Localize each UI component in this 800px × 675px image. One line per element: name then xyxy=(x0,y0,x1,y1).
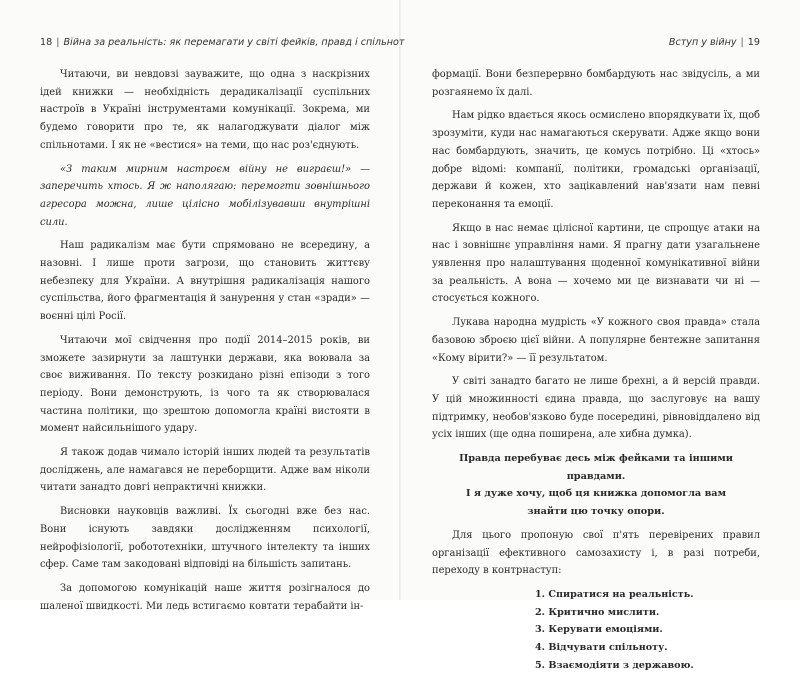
rules-list xyxy=(432,586,760,675)
emphasis-line: Правда перебуває десь між фейками та іншими правдами. xyxy=(459,453,733,482)
quote-italic: «З таким мирним настроєм війну не виграєш!» — заперечить хтось. Я ж наполягаю: перемогти зовнішнього агресора можна, лише цілісно мобілізувавши внутрішні сили. xyxy=(40,163,370,228)
paragraph: Наш радикалізм має бути спрямовано не всередину, а назовні. І лише проти загрози, що становить життєву небезпеку для України. А внутрішня радикалізація нашого суспільства, його фрагментація й занурення у стан «зради» — воєнні цілі Росії. xyxy=(40,240,370,323)
paragraph: Висновки науковців важливі. Їх сьогодні вже без нас. Вони існують завдяки дослідженням психології, нейрофізіології, робототехніки, штучного інтелекту та інших сфер. Саме там закодовані відповіді на більшість запитань. xyxy=(40,506,370,571)
paragraph: Якщо в нас немає цілісної картини, це спрощує атаки на нас і зовнішнє управління нами. Я прагну дати узагальнене уявлення про налаштування щоденної комунікативної війни за реальність. А вона — хочемо ми це визнавати чи ні — стосується кожного. xyxy=(432,222,760,305)
paragraph: Читаючи мої свідчення про події 2014–2015 років, ви зможете зазирнути за лаштунки держави, яка воювала за своє виживання. По тексту розкидано різні епізоди з того періоду. Вони демонструють, із чого та як створювалася частина політики, що зрештою допомогла країні вистояти в момент найсильнішого удару. xyxy=(40,334,370,435)
rule-item: 4. Відчувати спільноту. xyxy=(535,642,668,654)
right-page-number: 19 xyxy=(747,37,760,48)
emphasis-block xyxy=(432,450,760,521)
running-head-separator: | xyxy=(740,37,744,48)
paragraph: Для цього пропоную свої п'ять перевірених правил організації ефективного самозахисту і, в разі потреби, переходу в контрнаступ: xyxy=(432,529,760,577)
emphasis-line: І я дуже хочу, щоб ця книжка допомогла вам xyxy=(465,488,727,500)
rule-item: 3. Керувати емоціями. xyxy=(535,624,663,636)
rule-item: 5. Взаємодіяти з державою. xyxy=(535,659,694,671)
paragraph: За допомогою комунікацій наше життя розігналося до шаленої швидкості. Ми ледь встигаємо ковтати терабайти ін- xyxy=(40,582,370,612)
paragraph xyxy=(40,161,370,232)
paragraph: Читаючи, ви невдовзі зауважите, що одна з наскрізних ідей книжки — необхідність дерадикалізації суспільних настроїв в Україні інструментами комунікації. Зокрема, ми будемо говорити про те, як налагоджувати діалог між спільнотами. І як не «вестися» на теми, що нас роз'єднують. xyxy=(40,69,370,151)
left-body-text xyxy=(40,66,370,621)
paragraph: Лукава народна мудрість «У кожного своя правда» стала базовою зброєю цієї війни. А популярне бентежне запитання «Кому вірити?» — її результатом. xyxy=(432,317,760,364)
right-running-head xyxy=(669,37,760,48)
rule-item: 2. Критично мислити. xyxy=(535,606,660,618)
left-running-head xyxy=(40,37,404,48)
left-page xyxy=(0,0,405,612)
paragraph: Нам рідко вдається якось осмислено впорядкувати їх, щоб зрозуміти, куди нас намагаються скерувати. Адже якщо вони нас бомбардують, значить, це комусь потрібно. Ці «хтось» добре відомі: компанії, політики, громадські організації, держави й кожен, хто зацікавлений нав'язати нам певні переконання та емоції. xyxy=(432,110,760,210)
rule-item: 1. Спиратися на реальність. xyxy=(535,588,694,600)
running-head-separator: | xyxy=(56,37,60,48)
right-running-title: Вступ у війну xyxy=(668,37,737,48)
paragraph: формації. Вони безперервно бомбардують нас звідусіль, а ми розгаянемо їх далі. xyxy=(432,69,760,98)
paragraph: Я також додав чимало історій інших людей та результатів досліджень, але намагався не переборщити. Адже вам ніколи читати занадто довгі непрактичні книжки. xyxy=(40,447,370,494)
left-page-number: 18 xyxy=(40,37,53,48)
paragraph: У світі занадто багато не лише брехні, а й версій правди. У цій множинності єдина правда, що заслуговує на вашу підтримку, необов'язково буде посередині, рівновіддалено від усіх інших (ще одна поширена, але хибна думка). xyxy=(432,376,760,441)
emphasis-line: знайти цю точку опори. xyxy=(527,506,665,518)
left-running-title: Війна за реальність: як перемагати у світі фейків, правд і спільнот xyxy=(63,37,405,48)
right-body-text xyxy=(432,66,760,675)
right-page xyxy=(400,0,800,671)
